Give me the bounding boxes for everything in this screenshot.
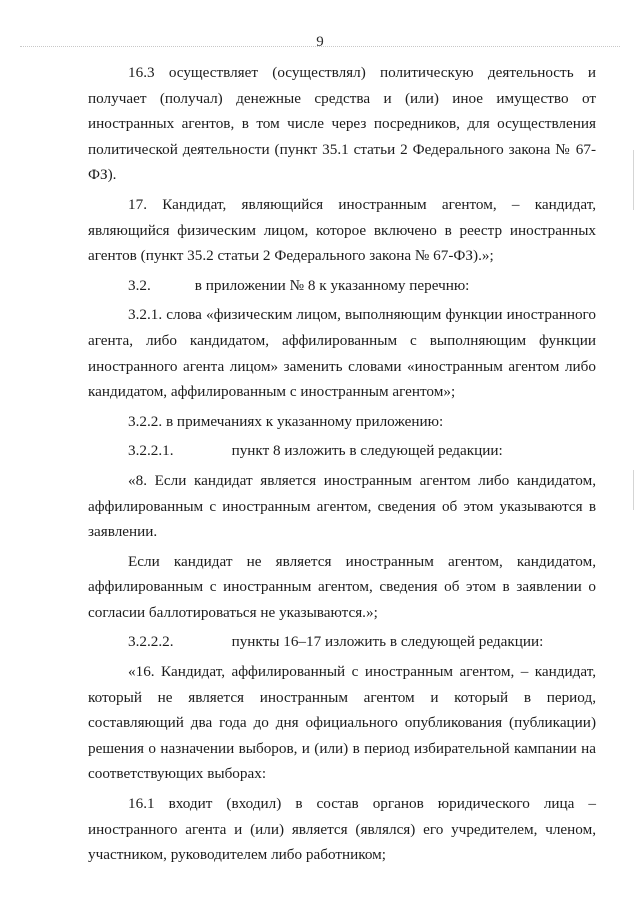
document-body [88, 60, 596, 872]
paragraph-3-2-2-1 [88, 438, 596, 464]
scan-artifact-line [20, 46, 620, 47]
paragraph-3-2 [88, 273, 596, 299]
scan-edge-mark [633, 150, 634, 210]
paragraph-16-3: 16.3 осуществляет (осуществлял) политическую деятельность и получает (получал) денежные средства и (или) иное имущество от иностранных агентов, в том числе через посредников, для осуществления политической деятельности (пункт 35.1 статьи 2 Федерального закона № 67-ФЗ). [88, 64, 596, 184]
paragraph-text: пункт 8 изложить в следующей редакции: [231, 442, 503, 460]
paragraph-number: 3.2.2.1. [128, 442, 174, 460]
paragraph-16-1: 16.1 входит (входил) в состав органов юридического лица – иностранного агента и (или) является (являлся) его учредителем, членом, участником, руководителем либо работником; [88, 795, 596, 864]
paragraph-text: пункты 16–17 изложить в следующей редакции: [231, 633, 544, 651]
paragraph-number: 3.2.2.2. [128, 633, 174, 651]
paragraph-text: в приложении № 8 к указанному перечню: [194, 276, 470, 294]
page-number: 9 [316, 34, 324, 50]
scan-edge-mark [633, 470, 634, 510]
paragraph-number: 3.2. [128, 276, 151, 294]
paragraph-3-2-1: 3.2.1. слова «физическим лицом, выполняющим функции иностранного агента, либо кандидатом, аффилированным с выполняющим функции иностранного агента лицом» заменить словами «иностранным агентом либо кандидатом, аффилированным с иностранным агентом»; [88, 306, 596, 401]
paragraph-3-2-2: 3.2.2. в примечаниях к указанному приложению: [128, 412, 444, 430]
paragraph-3-2-2-2 [88, 629, 596, 655]
paragraph-8: «8. Если кандидат является иностранным агентом либо кандидатом, аффилированным с иностранным агентом, сведения об этом указываются в заявлении. [88, 471, 596, 541]
paragraph-8-continued: Если кандидат не является иностранным агентом, кандидатом, аффилированным с иностранным агентом, сведения об этом в заявлении о согласии баллотироваться не указываются.»; [88, 552, 596, 621]
paragraph-17: 17. Кандидат, являющийся иностранным агентом, – кандидат, являющийся физическим лицом, которое включено в реестр иностранных агентов (пункт 35.2 статьи 2 Федерального закона № 67-ФЗ).»; [88, 195, 596, 265]
paragraph-16: «16. Кандидат, аффилированный с иностранным агентом, – кандидат, который не является иностранным агентом и который в период, составляющий два года до дня официального опубликования (публикации) решения о назначении выборов, и (или) в период избирательной кампании на соответствующих выборах: [88, 663, 596, 783]
